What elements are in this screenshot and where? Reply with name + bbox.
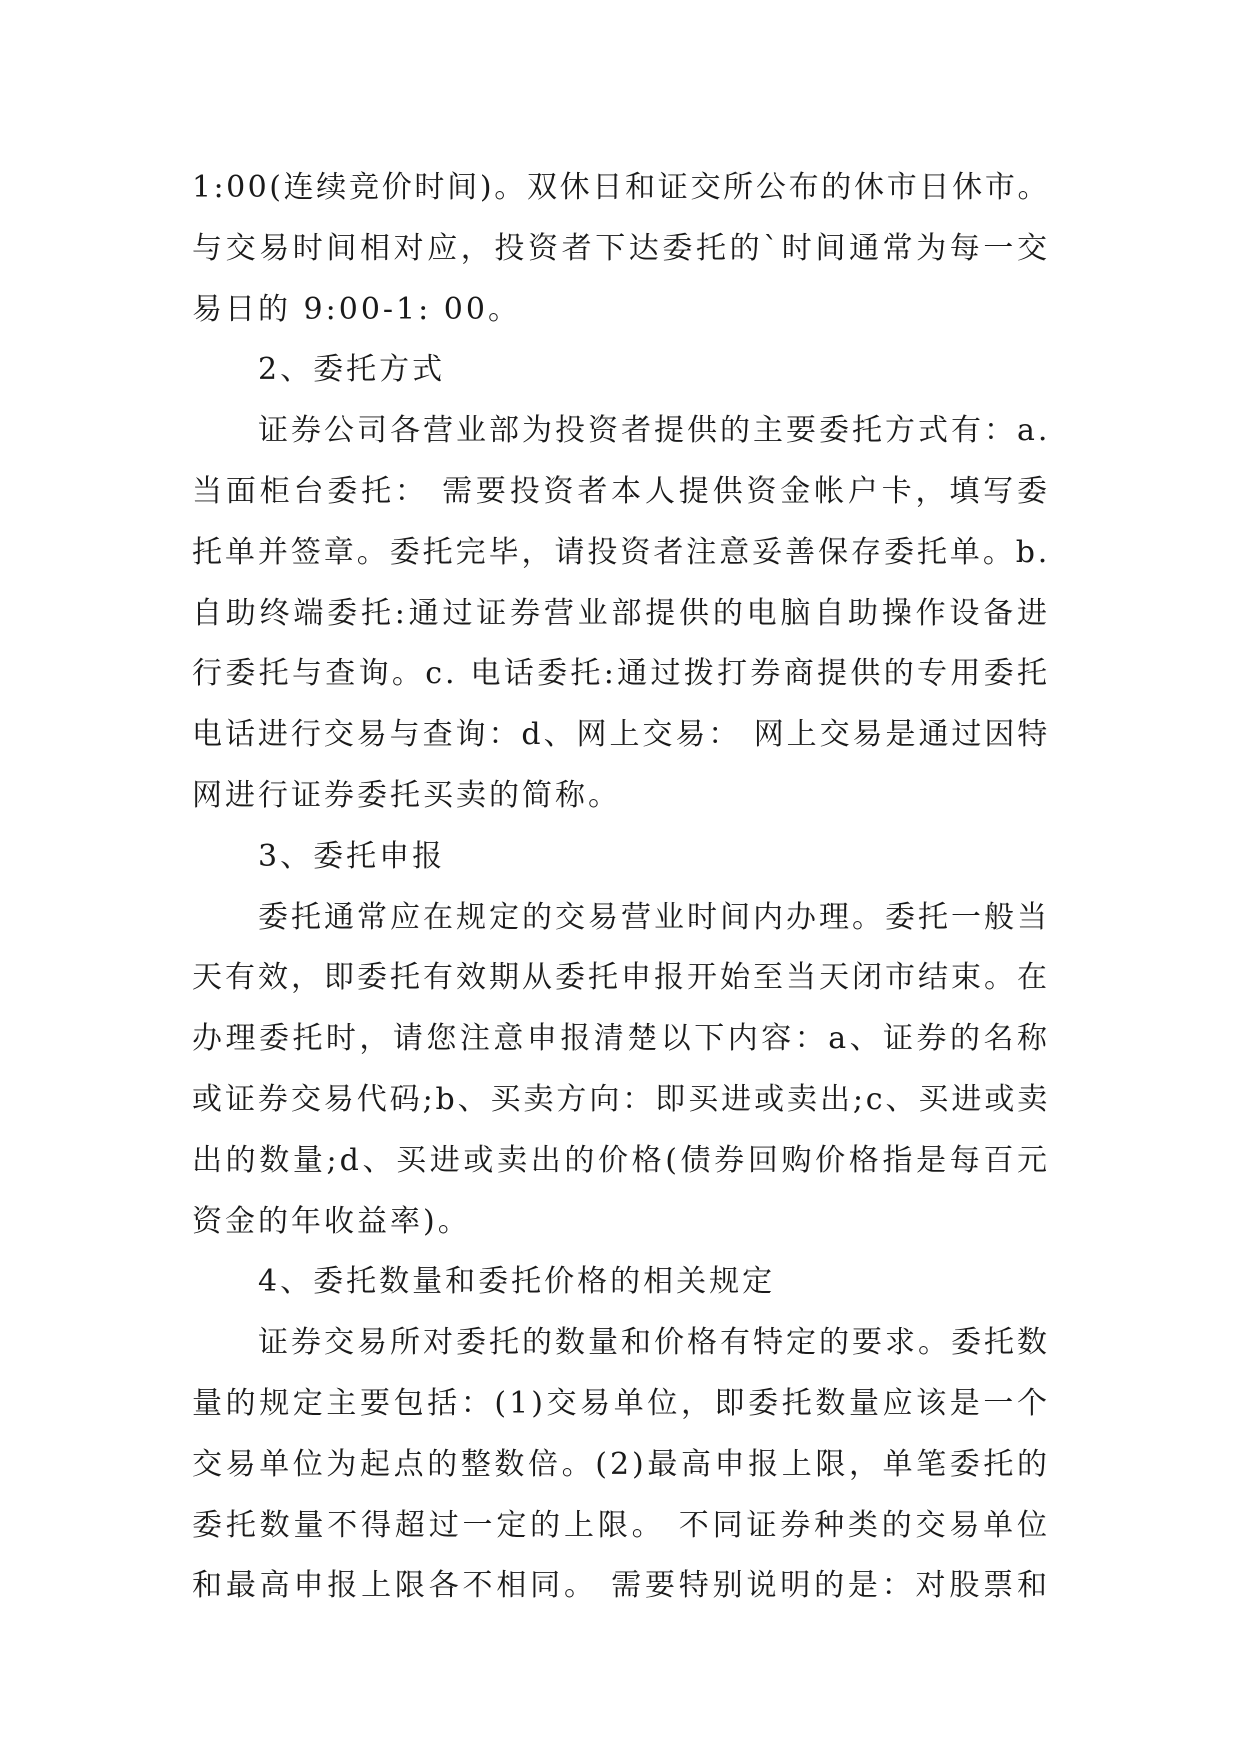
text-line: 资金的年收益率)。	[192, 1203, 471, 1239]
section-heading-entrust-declaration	[192, 827, 1050, 888]
heading-text: 4、委托数量和委托价格的相关规定	[258, 1264, 776, 1300]
paragraph-trading-hours	[192, 158, 1050, 340]
document-body	[192, 158, 1050, 1617]
text-line: 证券交易所对委托的数量和价格有特定的要求。委托数	[258, 1325, 1050, 1361]
heading-text: 2、委托方式	[258, 352, 446, 388]
text-line: 交易单位为起点的整数倍。(2)最高申报上限，单笔委托的	[192, 1446, 1050, 1482]
text-line: 和最高申报上限各不相同。 需要特别说明的是：对股票和	[192, 1568, 1050, 1604]
text-line: 电话进行交易与查询：d、网上交易： 网上交易是通过因特	[192, 717, 1050, 753]
text-line: 天有效，即委托有效期从委托申报开始至当天闭市结束。在	[192, 960, 1050, 996]
paragraph-quantity-price-rules	[192, 1313, 1050, 1617]
text-line: 网进行证券委托买卖的简称。	[192, 777, 621, 813]
paragraph-entrust-declaration	[192, 888, 1050, 1253]
text-line: 证券公司各营业部为投资者提供的主要委托方式有：a.	[258, 413, 1051, 449]
text-line: 量的规定主要包括：(1)交易单位，即委托数量应该是一个	[192, 1385, 1050, 1421]
text-line: 当面柜台委托： 需要投资者本人提供资金帐户卡，填写委	[192, 473, 1050, 509]
text-line: 易日的 9:00-1: 00。	[192, 291, 521, 327]
section-heading-entrust-methods	[192, 340, 1050, 401]
text-line: 或证券交易代码;b、买卖方向：即买进或卖出;c、买进或卖	[192, 1081, 1050, 1117]
paragraph-entrust-methods	[192, 401, 1050, 827]
section-heading-quantity-price-rules	[192, 1252, 1050, 1313]
text-line: 1:00(连续竞价时间)。双休日和证交所公布的休市日休市。	[192, 170, 1050, 205]
text-line: 委托通常应在规定的交易营业时间内办理。委托一般当	[258, 899, 1050, 935]
heading-text: 3、委托申报	[258, 838, 446, 874]
text-line: 自助终端委托:通过证券营业部提供的电脑自助操作设备进	[192, 595, 1050, 631]
text-line: 与交易时间相对应，投资者下达委托的`时间通常为每一交	[192, 230, 1050, 266]
text-line: 出的数量;d、买进或卖出的价格(债券回购价格指是每百元	[192, 1142, 1050, 1178]
text-line: 行委托与查询。c. 电话委托:通过拨打券商提供的专用委托	[192, 656, 1050, 692]
text-line: 委托数量不得超过一定的上限。 不同证券种类的交易单位	[192, 1507, 1050, 1543]
text-line: 办理委托时，请您注意申报清楚以下内容：a、证券的名称	[192, 1021, 1050, 1057]
text-line: 托单并签章。委托完毕，请投资者注意妥善保存委托单。b.	[192, 534, 1050, 570]
